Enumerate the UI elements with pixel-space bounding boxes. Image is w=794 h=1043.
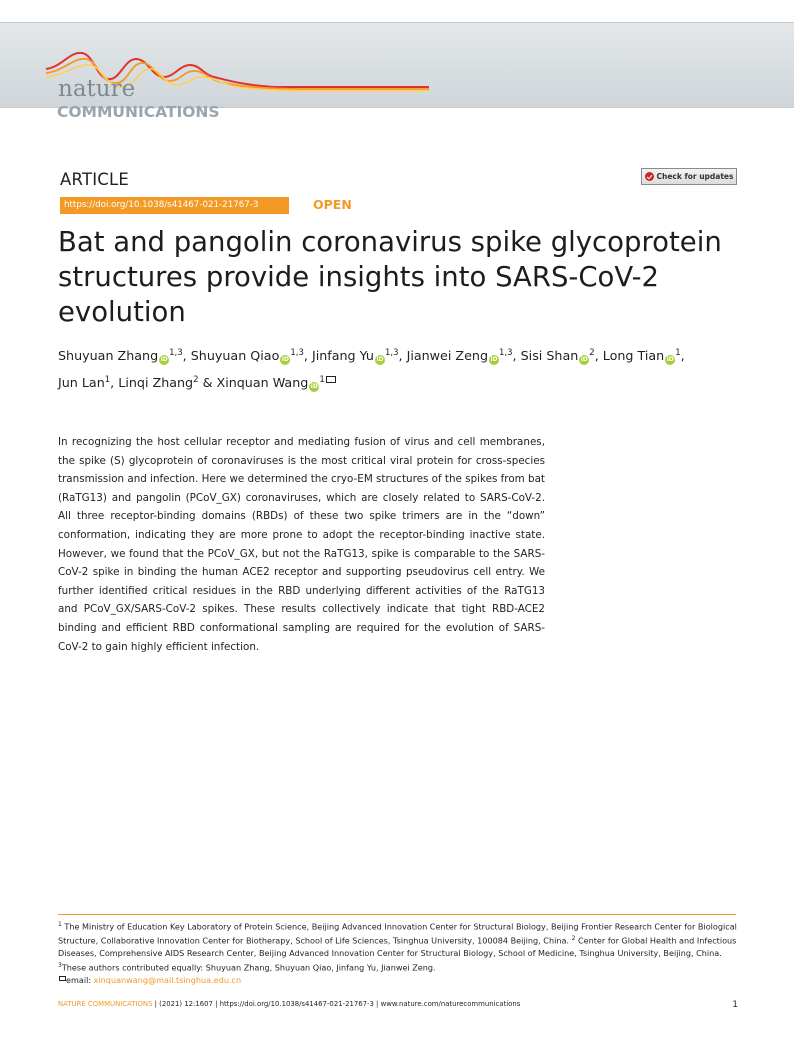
check-updates-icon [645, 172, 654, 181]
author-separator: , [680, 348, 685, 363]
journal-logo-nature: nature [58, 76, 136, 102]
page-number: 1 [732, 1000, 738, 1010]
author-name-text: Jun Lan [58, 375, 105, 390]
author-separator: & [198, 375, 217, 390]
orcid-icon[interactable]: iD [281, 356, 289, 363]
doi-link[interactable]: https://doi.org/10.1038/s41467-021-21767-3 [60, 197, 289, 214]
author-affiliation-marker: 2 [193, 375, 199, 385]
email-envelope-icon [59, 976, 66, 981]
article-title: Bat and pangolin coronavirus spike glycoprotein structures provide insights into SARS-CoV-2 evolution [58, 226, 722, 328]
author-affiliation-marker: 1,3 [499, 348, 513, 358]
author-name[interactable] [217, 375, 336, 390]
orcid-icon[interactable]: iD [490, 356, 498, 363]
author-name[interactable] [58, 375, 110, 390]
article-type-label: ARTICLE [60, 170, 130, 189]
author-name-text: Sisi Shan [520, 348, 579, 363]
journal-logo-communications: COMMUNICATIONS [57, 103, 220, 121]
author-affiliation-marker: 1 [319, 375, 325, 385]
author-separator: , [182, 348, 191, 363]
author-name[interactable] [118, 375, 198, 390]
author-separator: , [398, 348, 407, 363]
affiliations-footnote [58, 919, 738, 986]
author-name[interactable] [58, 348, 183, 363]
author-affiliation-marker: 1,3 [384, 348, 399, 358]
affiliation-2: Center for Global Health and Infectious Diseases, Comprehensive AIDS Research Center, Beijing Advanced Innovation Center for Structural Biology, School of Medicine, Tsinghua University, Beijing, China. [58, 935, 737, 959]
author-name[interactable] [407, 348, 513, 363]
email-label: email: [66, 974, 92, 985]
footer-journal-name: NATURE COMMUNICATIONS [58, 1000, 153, 1008]
author-name-text: Linqi Zhang [118, 375, 194, 390]
author-separator: , [110, 375, 119, 390]
author-affiliation-marker: 1,3 [169, 348, 183, 358]
aff-number: 2 [571, 935, 576, 943]
orcid-icon[interactable]: iD [666, 356, 674, 363]
orcid-icon[interactable]: iD [310, 383, 318, 390]
corresponding-author-mail-icon[interactable] [326, 376, 336, 383]
aff-number: 3 [58, 961, 62, 969]
author-affiliation-marker: 1,3 [290, 348, 304, 358]
author-name-text: Long Tian [602, 348, 665, 363]
author-affiliation-marker: 2 [589, 348, 595, 358]
check-for-updates-button[interactable] [641, 168, 737, 185]
footnote-divider [58, 914, 736, 915]
equal-contribution-note: These authors contributed equally: Shuyuan Zhang, Shuyuan Qiao, Jinfang Yu, Jianwei Zeng. [61, 962, 436, 973]
author-name-text: Xinquan Wang [216, 375, 309, 390]
open-access-label: OPEN [313, 197, 352, 212]
abstract-text: In recognizing the host cellular receptor and mediating fusion of virus and cell membranes, the spike (S) glycoprotein of coronaviruses is the most critical viral protein for cross-species transmission and infection. Here we determined the cryo-EM structures of the spikes from bat (RaTG13) and pangolin (PCoV_GX) coronaviruses, which are closely related to SARS-CoV-2. All three receptor-binding domains (RBDs) of these two spike trimers are in the “down” conformation, indicating they are more prone to adopt the receptor-binding inactive state. However, we found that the PCoV_GX, but not the RaTG13, spike is comparable to the SARS-CoV-2 spike in binding the human ACE2 receptor and supporting pseudovirus cell entry. We further identified critical residues in the RBD underlying different activities of the RaTG13 and PCoV_GX/SARS-CoV-2 spikes. These results collectively indicate that tight RBD-ACE2 binding and efficient RBD conformational sampling are required for the evolution of SARS-CoV-2 to gain highly efficient infection. [58, 436, 545, 653]
author-separator: , [512, 348, 521, 363]
author-separator: , [594, 348, 603, 363]
author-name[interactable] [191, 348, 304, 363]
author-name-text: Shuyuan Qiao [190, 348, 280, 363]
footer-citation [58, 1000, 520, 1010]
author-affiliation-marker: 1 [104, 375, 111, 385]
page-footer [58, 1000, 738, 1010]
author-name-text: Jinfang Yu [311, 348, 374, 363]
orcid-icon[interactable]: iD [580, 356, 588, 363]
author-name[interactable] [603, 348, 681, 363]
author-name[interactable] [312, 348, 399, 363]
orcid-icon[interactable]: iD [376, 356, 384, 363]
author-name-text: Jianwei Zeng [406, 348, 488, 363]
corresponding-email-link[interactable]: xinquanwang@mail.tsinghua.edu.cn [93, 974, 242, 985]
author-name[interactable] [521, 348, 595, 363]
orcid-icon[interactable]: iD [160, 356, 168, 363]
check-for-updates-label: Check for updates [656, 172, 734, 181]
author-list [58, 341, 748, 395]
author-affiliation-marker: 1 [675, 348, 681, 358]
journal-header-band [0, 22, 794, 121]
affiliation-1: The Ministry of Education Key Laboratory of Protein Science, Beijing Advanced Innovation Center for Structural Biology, Beijing Frontier Research Center for Biological Structure, Collaborative Innovation Center for Biotherapy, School of Life Sciences, Tsinghua University, 100084 Beijing, China. [58, 921, 737, 946]
footer-citation-details: | (2021) 12:1607 | https://doi.org/10.1038/s41467-021-21767-3 | www.nature.com/naturecommunications [152, 1000, 521, 1008]
author-separator: , [303, 348, 312, 363]
author-name-text: Shuyuan Zhang [58, 348, 159, 363]
aff-number: 1 [58, 921, 62, 928]
